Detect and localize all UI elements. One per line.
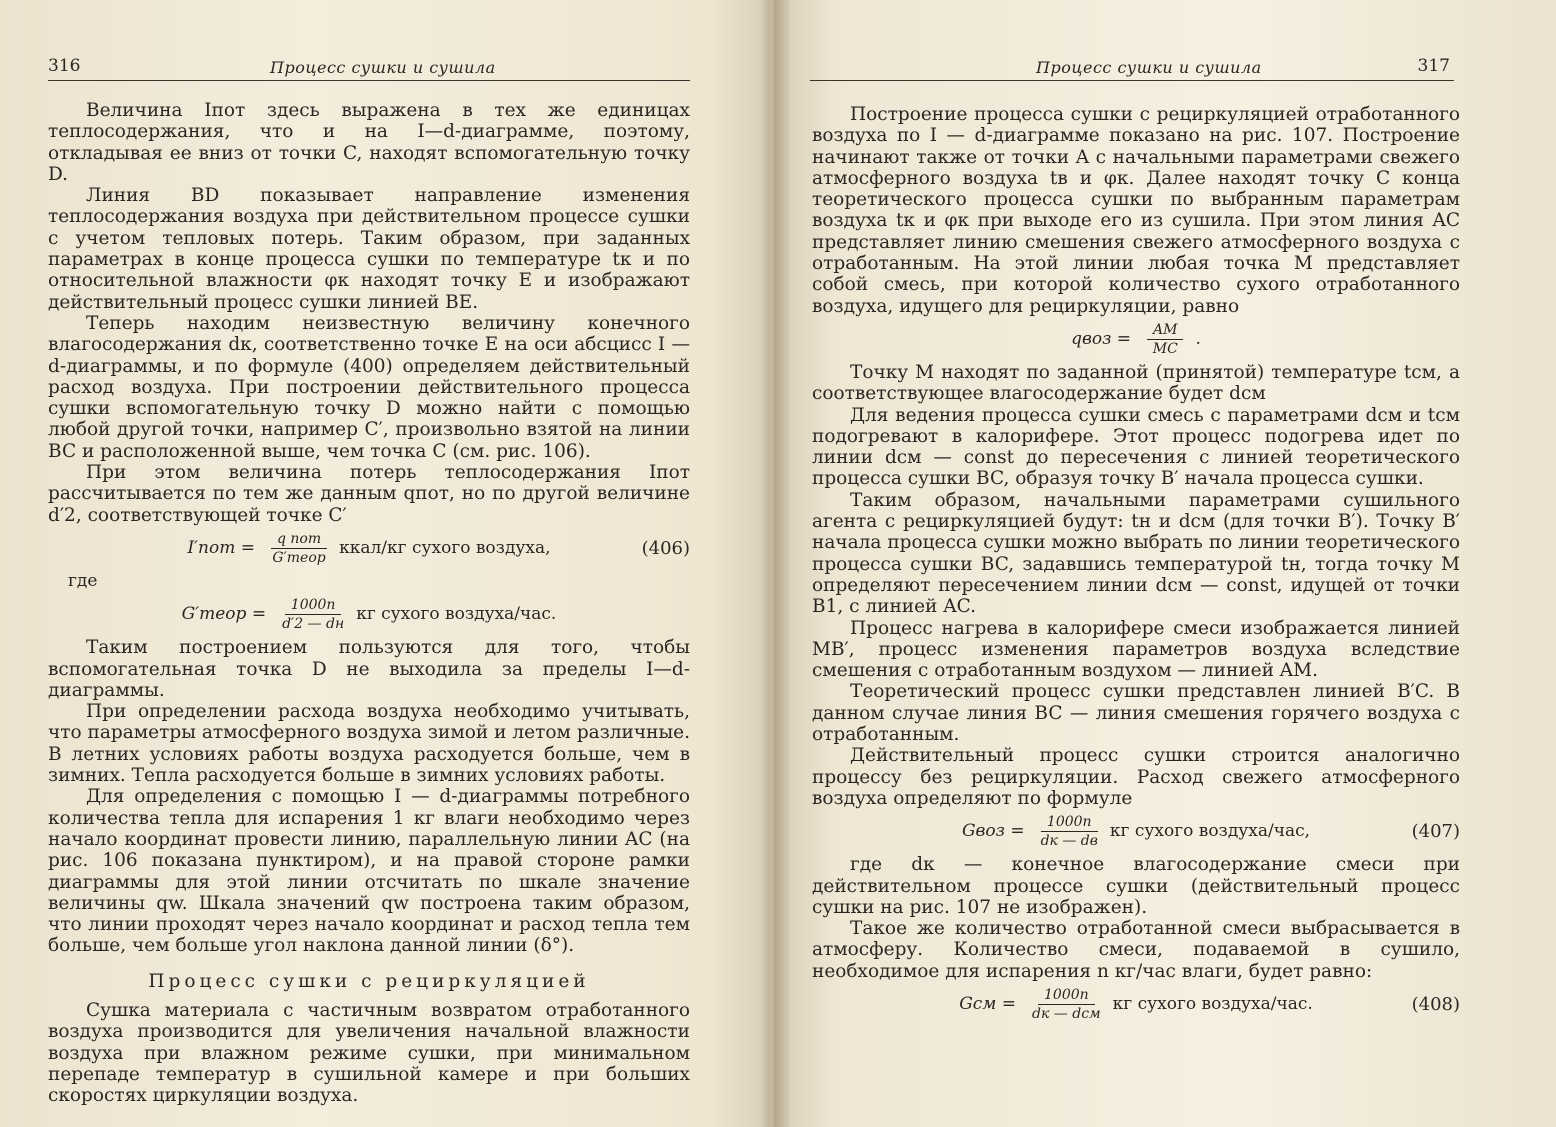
formula-lhs: qвоз =	[1071, 328, 1132, 349]
fraction-numerator: 1000n	[1041, 813, 1098, 832]
paragraph: Таким образом, начальными параметрами сушильного агента с рециркуляцией будут: tн и dсм (для точки B′). Точку B′ начала процесса сушки можно выбрать по линии теоретического процесса сушки BC, задавшись температурой tн, тогда точку M определяют пересечением линии dсм — const, идущей от точки B1, с линией AC.	[812, 489, 1460, 618]
paragraph: Такое же количество отработанной смеси выбрасывается в атмосферу. Количество смеси, подаваемой в сушило, необходимое для испарения n кг/час влаги, будет равно:	[812, 918, 1460, 982]
paragraph: Действительный процесс сушки строится аналогично процессу без рециркуляции. Расход свежего атмосферного воздуха определяют по формуле	[812, 745, 1460, 809]
paragraph: Для определения с помощью I — d-диаграммы потребного количества тепла для испарения 1 кг влаги необходимо через начало координат провести линию, параллельную линии AC (на рис. 106 показана пунктиром), и на правой стороне рамки диаграммы для этой линии отсчитать по шкале значение величины qw. Шкала значений qw построена таким образом, что линии проходят через начало координат и расход тепла тем больше, чем больше угол наклона данной линии (δ°).	[48, 786, 690, 957]
paragraph: При этом величина потерь теплосодержания Iпот рассчитывается по тем же данным qпот, но по другой величине d′2, соответствующей точке C′	[48, 462, 690, 526]
running-head: Процесс сушки и сушила	[1036, 58, 1262, 77]
book-gutter	[760, 0, 790, 1127]
paragraph: При определении расхода воздуха необходимо учитывать, что параметры атмосферного воздуха зимой и летом различные. В летних условиях работы воздуха расходуется больше, чем в зимних. Тепла расходуется больше в зимних условиях работы.	[48, 701, 690, 787]
fraction-denominator: d′2 — dн	[282, 616, 345, 633]
formula-407	[812, 813, 1460, 850]
where-label: где	[68, 570, 98, 591]
fraction-denominator: G′теор	[272, 549, 326, 566]
paragraph: Сушка материала с частичным возвратом отработанного воздуха производится для увеличения начальной влажности воздуха при влажном режиме сушки, при минимальном перепаде температур в сушильной камере и при больших скоростях циркуляции воздуха.	[48, 999, 690, 1107]
paragraph: Величина Iпот здесь выражена в тех же единицах теплосодержания, что и на I—d-диаграмме, поэтому, откладывая ее вниз от точки C, находят вспомогательную точку D.	[48, 100, 690, 185]
paragraph: Таким построением пользуются для того, чтобы вспомогательная точка D не выходила за пределы I—d-диаграммы.	[48, 637, 690, 701]
formula-408	[812, 986, 1460, 1023]
equation-number: (408)	[1411, 993, 1460, 1015]
fraction-numerator: 1000n	[1038, 986, 1095, 1005]
fraction-numerator: q пот	[271, 530, 327, 549]
paragraph: Для ведения процесса сушки смесь с параметрами dсм и tсм подогревают в калорифере. Этот процесс подогрева идет по линии dсм — const до пересечения с линией теоретического процесса сушки BC, образуя точку B′ начала процесса сушки.	[812, 404, 1460, 490]
formula-fraction	[1147, 321, 1183, 358]
formula-lhs: G′теор =	[181, 604, 267, 625]
right-page-body	[812, 104, 1460, 1027]
formula-406	[48, 530, 690, 567]
formula-rhs: кг сухого воздуха/час,	[1109, 821, 1311, 842]
formula-rhs: кг сухого воздуха/час.	[1112, 993, 1313, 1014]
formula-fraction	[1032, 986, 1101, 1023]
paragraph: Точку M находят по заданной (принятой) температуре tсм, а соответствующее влагосодержание будет dсм	[812, 361, 1460, 405]
paragraph: Построение процесса сушки с рециркуляцией отработанного воздуха по I — d-диаграмме показано на рис. 107. Построение начинают также от точки A с начальными параметрами свежего атмосферного воздуха tв и φк. Далее находят точку C конца теоретического процесса сушки по выбранным параметрам воздуха tк и φк при выходе его из сушила. При этом линия AC представляет линию смешения свежего атмосферного воздуха с отработанным. На этой линии любая точка M представляет собой смесь, при которой количество сухого отработанного воздуха, идущего для рециркуляции, равно	[812, 104, 1460, 317]
page-number: 317	[1417, 56, 1450, 76]
right-page	[774, 0, 1556, 1127]
fraction-numerator: 1000n	[285, 596, 342, 615]
formula-fraction	[271, 530, 327, 567]
formula-rhs: ккал/кг сухого воздуха,	[339, 537, 551, 558]
formula-rhs: кг сухого воздуха/час.	[356, 604, 557, 625]
left-page	[0, 0, 770, 1127]
left-page-body	[48, 100, 690, 1106]
paragraph: где dк — конечное влагосодержание смеси при действительном процессе сушки (действительный процесс сушки на рис. 107 не изображен).	[812, 854, 1460, 918]
running-head: Процесс сушки и сушила	[270, 58, 496, 77]
paragraph: Линия BD показывает направление изменения теплосодержания воздуха при действительном процессе сушки с учетом тепловых потерь. Таким образом, при заданных параметрах в конце процесса сушки по температуре tк и по относительной влажности φк находят точку E и изображают действительный процесс сушки линией BE.	[48, 185, 690, 313]
formula-g-teor	[48, 596, 690, 633]
fraction-denominator: MC	[1152, 340, 1178, 357]
fraction-denominator: dк — dв	[1040, 833, 1098, 850]
formula-fraction	[1041, 813, 1098, 850]
formula-lhs: Gсм =	[959, 993, 1017, 1014]
equation-number: (406)	[641, 537, 690, 559]
fraction-numerator: AM	[1147, 321, 1183, 340]
paragraph: Процесс нагрева в калорифере смеси изображается линией MB′, процесс изменения параметров воздуха вследствие смешения с отработанным воздухом — линией AM.	[812, 617, 1460, 682]
section-title: Процесс сушки с рециркуляцией	[148, 970, 590, 992]
formula-q-voz	[812, 321, 1460, 358]
page-number: 316	[48, 56, 81, 76]
right-page-header	[810, 52, 1454, 81]
paragraph: Теперь находим неизвестную величину конечного влагосодержания dк, соответственно точке E на оси абсцисс I — d-диаграммы, и по формуле (400) определяем действительный расход воздуха. При построении действительного процесса сушки вспомогательную точку D можно найти с помощью любой другой точки, например C′, произвольно взятой на линии BC и расположенной выше, чем точка C (см. рис. 106).	[48, 312, 690, 462]
paragraph: Теоретический процесс сушки представлен линией B′C. В данном случае линия BC — линия смешения горячего воздуха с отработанным.	[812, 681, 1460, 746]
formula-lhs: Gвоз =	[961, 821, 1025, 842]
formula-fraction	[282, 596, 344, 633]
equation-number: (407)	[1411, 821, 1460, 843]
formula-rhs: .	[1195, 328, 1201, 349]
fraction-denominator: dк — dсм	[1032, 1005, 1101, 1022]
left-page-header	[48, 52, 690, 81]
formula-lhs: I′пот =	[187, 537, 255, 558]
